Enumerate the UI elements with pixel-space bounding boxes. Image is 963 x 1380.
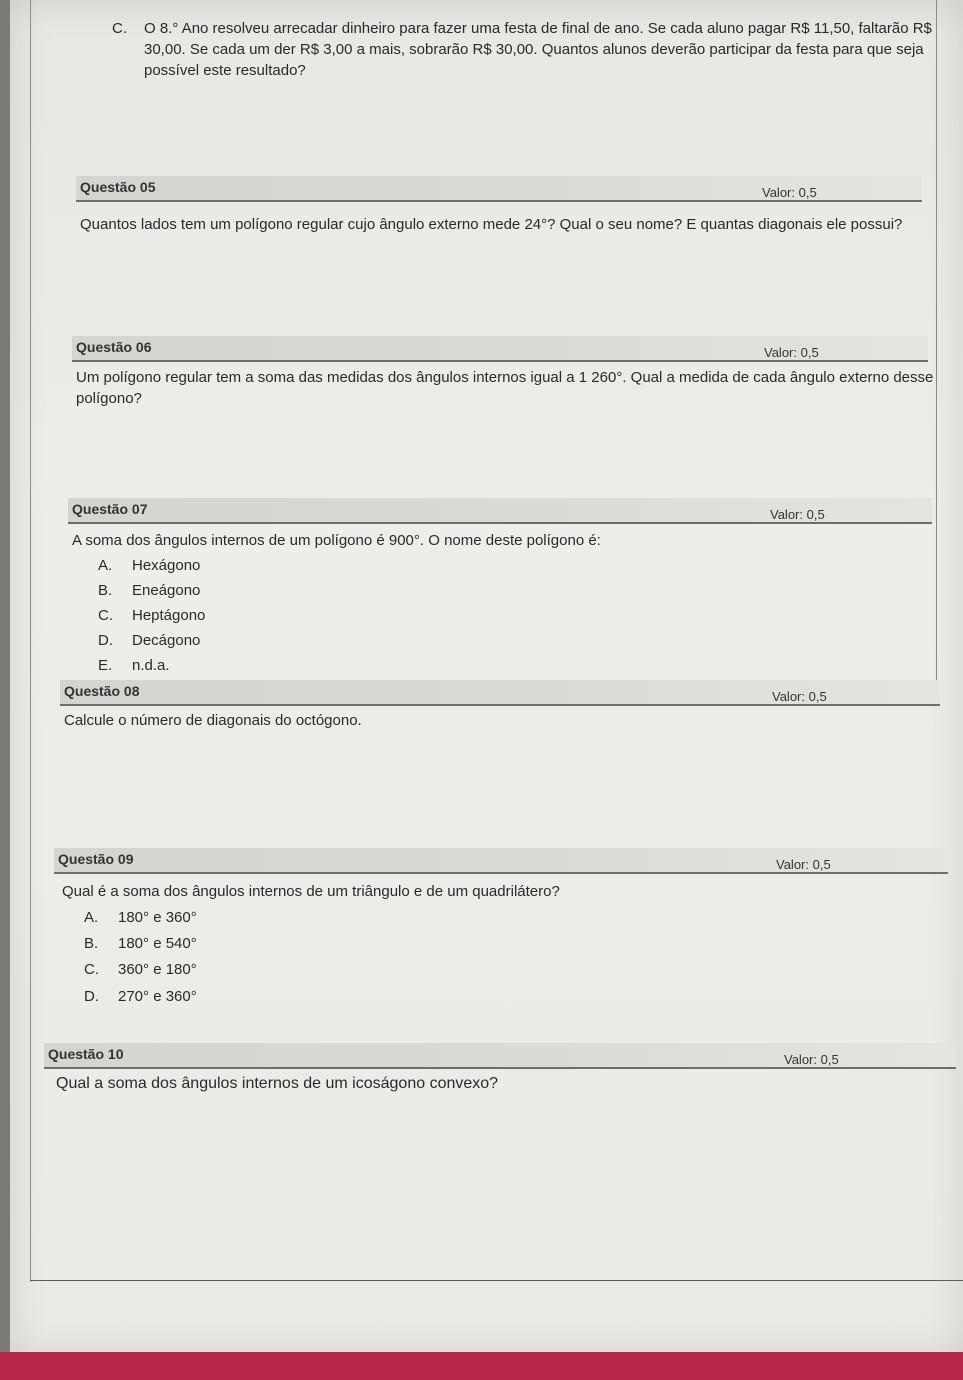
question-10-text: Qual a soma dos ângulos internos de um icoságono convexo?: [56, 1075, 499, 1092]
question-07-label: Questão 07: [72, 501, 148, 517]
question-09-option-a: A. 180° e 360°: [84, 909, 197, 926]
question-07-option-b: B. Eneágono: [98, 582, 201, 599]
question-07-header: [68, 498, 932, 524]
question-09-option-c: C. 360° e 180°: [84, 961, 197, 978]
question-10-header: [44, 1043, 956, 1069]
question-09-label: Questão 09: [58, 851, 134, 867]
question-10-label: Questão 10: [48, 1046, 124, 1062]
question-c-text: O 8.° Ano resolveu arrecadar dinheiro para fazer uma festa de final de ano. Se cada aluno pagar R$ 11,50, faltarão R$ 30,00. Se cada um der R$ 3,00 a mais, sobrarão R$ 30,00. Quantos alunos deverão participar da festa para que seja possível este resultado?: [144, 20, 932, 79]
page-right-border: [936, 0, 937, 700]
question-08-text: Calcule o número de diagonais do octógono.: [64, 712, 362, 729]
question-07-option-e: E. n.d.a.: [98, 657, 170, 674]
question-06-text: Um polígono regular tem a soma das medidas dos ângulos internos igual a 1 260°. Qual a medida de cada ângulo externo desse polígono?: [76, 369, 934, 407]
question-05-label: Questão 05: [80, 179, 156, 195]
question-07-option-c: C. Heptágono: [98, 607, 206, 624]
question-09-text: Qual é a soma dos ângulos internos de um triângulo e de um quadrilátero?: [62, 883, 560, 900]
question-c-letter: C.: [112, 20, 127, 37]
question-c: [112, 18, 932, 81]
question-09-header: [54, 848, 948, 874]
question-09-option-d: D. 270° e 360°: [84, 988, 197, 1005]
question-05-value: Valor: 0,5: [762, 185, 817, 200]
question-07-text: A soma dos ângulos internos de um polígono é 900°. O nome deste polígono é:: [72, 532, 601, 549]
table-surface: [0, 1352, 963, 1380]
question-09-option-b: B. 180° e 540°: [84, 935, 197, 952]
question-08-value: Valor: 0,5: [772, 689, 827, 704]
page-bottom-rule: [30, 1280, 963, 1281]
question-06-value: Valor: 0,5: [764, 345, 819, 360]
question-06-header: [72, 336, 928, 362]
question-07-value: Valor: 0,5: [770, 507, 825, 522]
question-09-value: Valor: 0,5: [776, 857, 831, 872]
question-08-header: [60, 680, 940, 706]
question-05-text: Quantos lados tem um polígono regular cujo ângulo externo mede 24°? Qual o seu nome? E quantas diagonais ele possui?: [80, 216, 903, 233]
question-10-value: Valor: 0,5: [784, 1052, 839, 1067]
question-07-option-a: A. Hexágono: [98, 557, 201, 574]
question-06-label: Questão 06: [76, 339, 152, 355]
exam-page: [10, 0, 963, 1355]
question-08-label: Questão 08: [64, 683, 140, 699]
question-07-option-d: D. Decágono: [98, 632, 201, 649]
page-left-border: [30, 0, 31, 1282]
question-05-header: [76, 176, 922, 202]
